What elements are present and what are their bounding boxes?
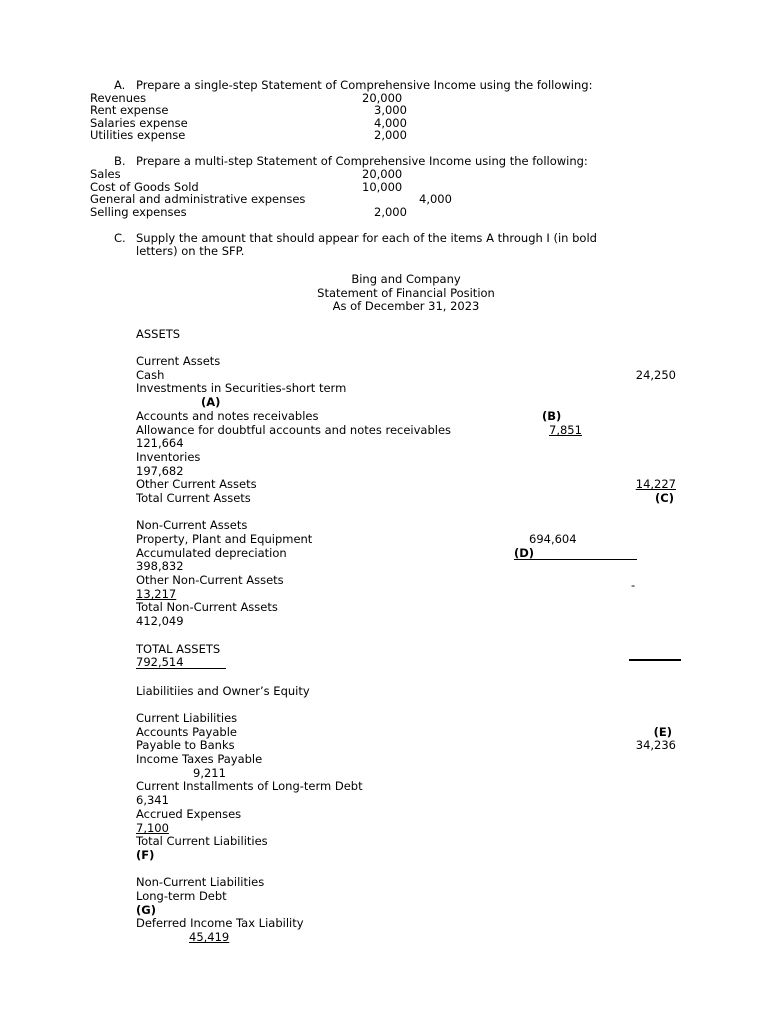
- part-a-instruction: Prepare a single-step Statement of Comprehensive Income using the following:: [136, 78, 593, 92]
- other-noncurrent-assets-amount: 13,217: [136, 587, 177, 601]
- cash-label: Cash: [136, 368, 165, 382]
- payable-to-banks-label: Payable to Banks: [136, 738, 235, 752]
- current-ltd-label: Current Installments of Long-term Debt: [136, 779, 363, 793]
- part-b-row-label: Selling expenses: [90, 205, 187, 219]
- payable-to-banks-amount: 34,236: [635, 738, 676, 752]
- allowance-amount: 7,851: [549, 423, 582, 437]
- part-a-marker: A.: [114, 78, 126, 92]
- part-c-line1: Supply the amount that should appear for each of the items A through I (in bold: [136, 231, 597, 245]
- net-receivables-amount: 121,664: [136, 436, 184, 450]
- part-a-row-amount: 4,000: [374, 116, 407, 130]
- total-current-liabilities-label: Total Current Liabilities: [136, 834, 268, 848]
- ppe-amount: 694,604: [529, 532, 577, 546]
- receivables-label: Accounts and notes receivables: [136, 409, 319, 423]
- statement-date: As of December 31, 2023: [332, 299, 480, 313]
- assets-heading: ASSETS: [136, 327, 181, 341]
- part-a-row-label: Revenues: [90, 91, 147, 105]
- company-name: Bing and Company: [351, 272, 461, 286]
- item-e-placeholder: (E): [653, 725, 672, 739]
- part-a-row-label: Utilities expense: [90, 128, 186, 142]
- allowance-label: Allowance for doubtful accounts and notes receivables: [136, 423, 452, 437]
- liabilities-equity-heading: Liabilitiies and Owner’s Equity: [136, 684, 310, 698]
- part-c-line2: letters) on the SFP.: [136, 244, 245, 258]
- item-a-placeholder: (A): [201, 395, 221, 409]
- net-ppe-amount: 398,832: [136, 559, 184, 573]
- part-b-row-amount: 20,000: [362, 167, 403, 181]
- ppe-label: Property, Plant and Equipment: [136, 532, 313, 546]
- current-liabilities-heading: Current Liabilities: [136, 711, 238, 725]
- deferred-tax-label: Deferred Income Tax Liability: [136, 916, 304, 930]
- total-assets-amount: 792,514: [136, 655, 184, 669]
- part-b-row-amount: 2,000: [374, 205, 407, 219]
- inventories-amount: 197,682: [136, 464, 184, 478]
- part-a-row-amount: 3,000: [374, 103, 407, 117]
- other-noncurrent-assets-label: Other Non-Current Assets: [136, 573, 284, 587]
- part-b-marker: B.: [114, 154, 126, 168]
- long-term-debt-label: Long-term Debt: [136, 889, 227, 903]
- statement-title: Statement of Financial Position: [317, 286, 495, 300]
- dash-mark: -: [631, 578, 636, 592]
- part-a-row-amount: 20,000: [362, 91, 403, 105]
- double-rule: [629, 659, 681, 661]
- cash-amount: 24,250: [635, 368, 676, 382]
- noncurrent-assets-heading: Non-Current Assets: [136, 518, 248, 532]
- total-assets-label: TOTAL ASSETS: [136, 642, 221, 656]
- part-a-row-amount: 2,000: [374, 128, 407, 142]
- accrued-expenses-label: Accrued Expenses: [136, 807, 242, 821]
- part-b-row-label: General and administrative expenses: [90, 192, 306, 206]
- part-b-row-amount: 10,000: [362, 180, 403, 194]
- accounts-payable-label: Accounts Payable: [136, 725, 237, 739]
- income-taxes-label: Income Taxes Payable: [136, 752, 263, 766]
- noncurrent-liabilities-heading: Non-Current Liabilities: [136, 875, 265, 889]
- inventories-label: Inventories: [136, 450, 201, 464]
- accrued-expenses-amount: 7,100: [136, 821, 169, 835]
- item-f-placeholder: (F): [136, 848, 155, 862]
- underline-rule: [514, 559, 637, 560]
- total-noncurrent-assets-label: Total Non-Current Assets: [136, 600, 278, 614]
- total-current-assets-label: Total Current Assets: [136, 491, 251, 505]
- part-a-row-label: Rent expense: [90, 103, 169, 117]
- item-b-placeholder: (B): [542, 409, 562, 423]
- item-c-placeholder: (C): [655, 491, 674, 505]
- part-a-row-label: Salaries expense: [90, 116, 188, 130]
- part-b-row-amount: 4,000: [419, 192, 452, 206]
- underline-rule: [136, 668, 226, 669]
- item-g-placeholder: (G): [136, 903, 156, 917]
- income-taxes-amount: 9,211: [193, 766, 226, 780]
- other-current-assets-amount: 14,227: [635, 477, 676, 491]
- investments-label: Investments in Securities-short term: [136, 381, 347, 395]
- other-current-assets-label: Other Current Assets: [136, 477, 257, 491]
- item-d-placeholder: (D): [514, 546, 535, 560]
- deferred-tax-amount: 45,419: [189, 930, 230, 944]
- total-noncurrent-assets-amount: 412,049: [136, 614, 184, 628]
- current-assets-heading: Current Assets: [136, 354, 221, 368]
- part-b-row-label: Sales: [90, 167, 121, 181]
- current-ltd-amount: 6,341: [136, 793, 169, 807]
- part-b-row-label: Cost of Goods Sold: [90, 180, 199, 194]
- part-b-instruction: Prepare a multi-step Statement of Comprehensive Income using the following:: [136, 154, 588, 168]
- accumulated-depreciation-label: Accumulated depreciation: [136, 546, 287, 560]
- part-c-marker: C.: [114, 231, 126, 245]
